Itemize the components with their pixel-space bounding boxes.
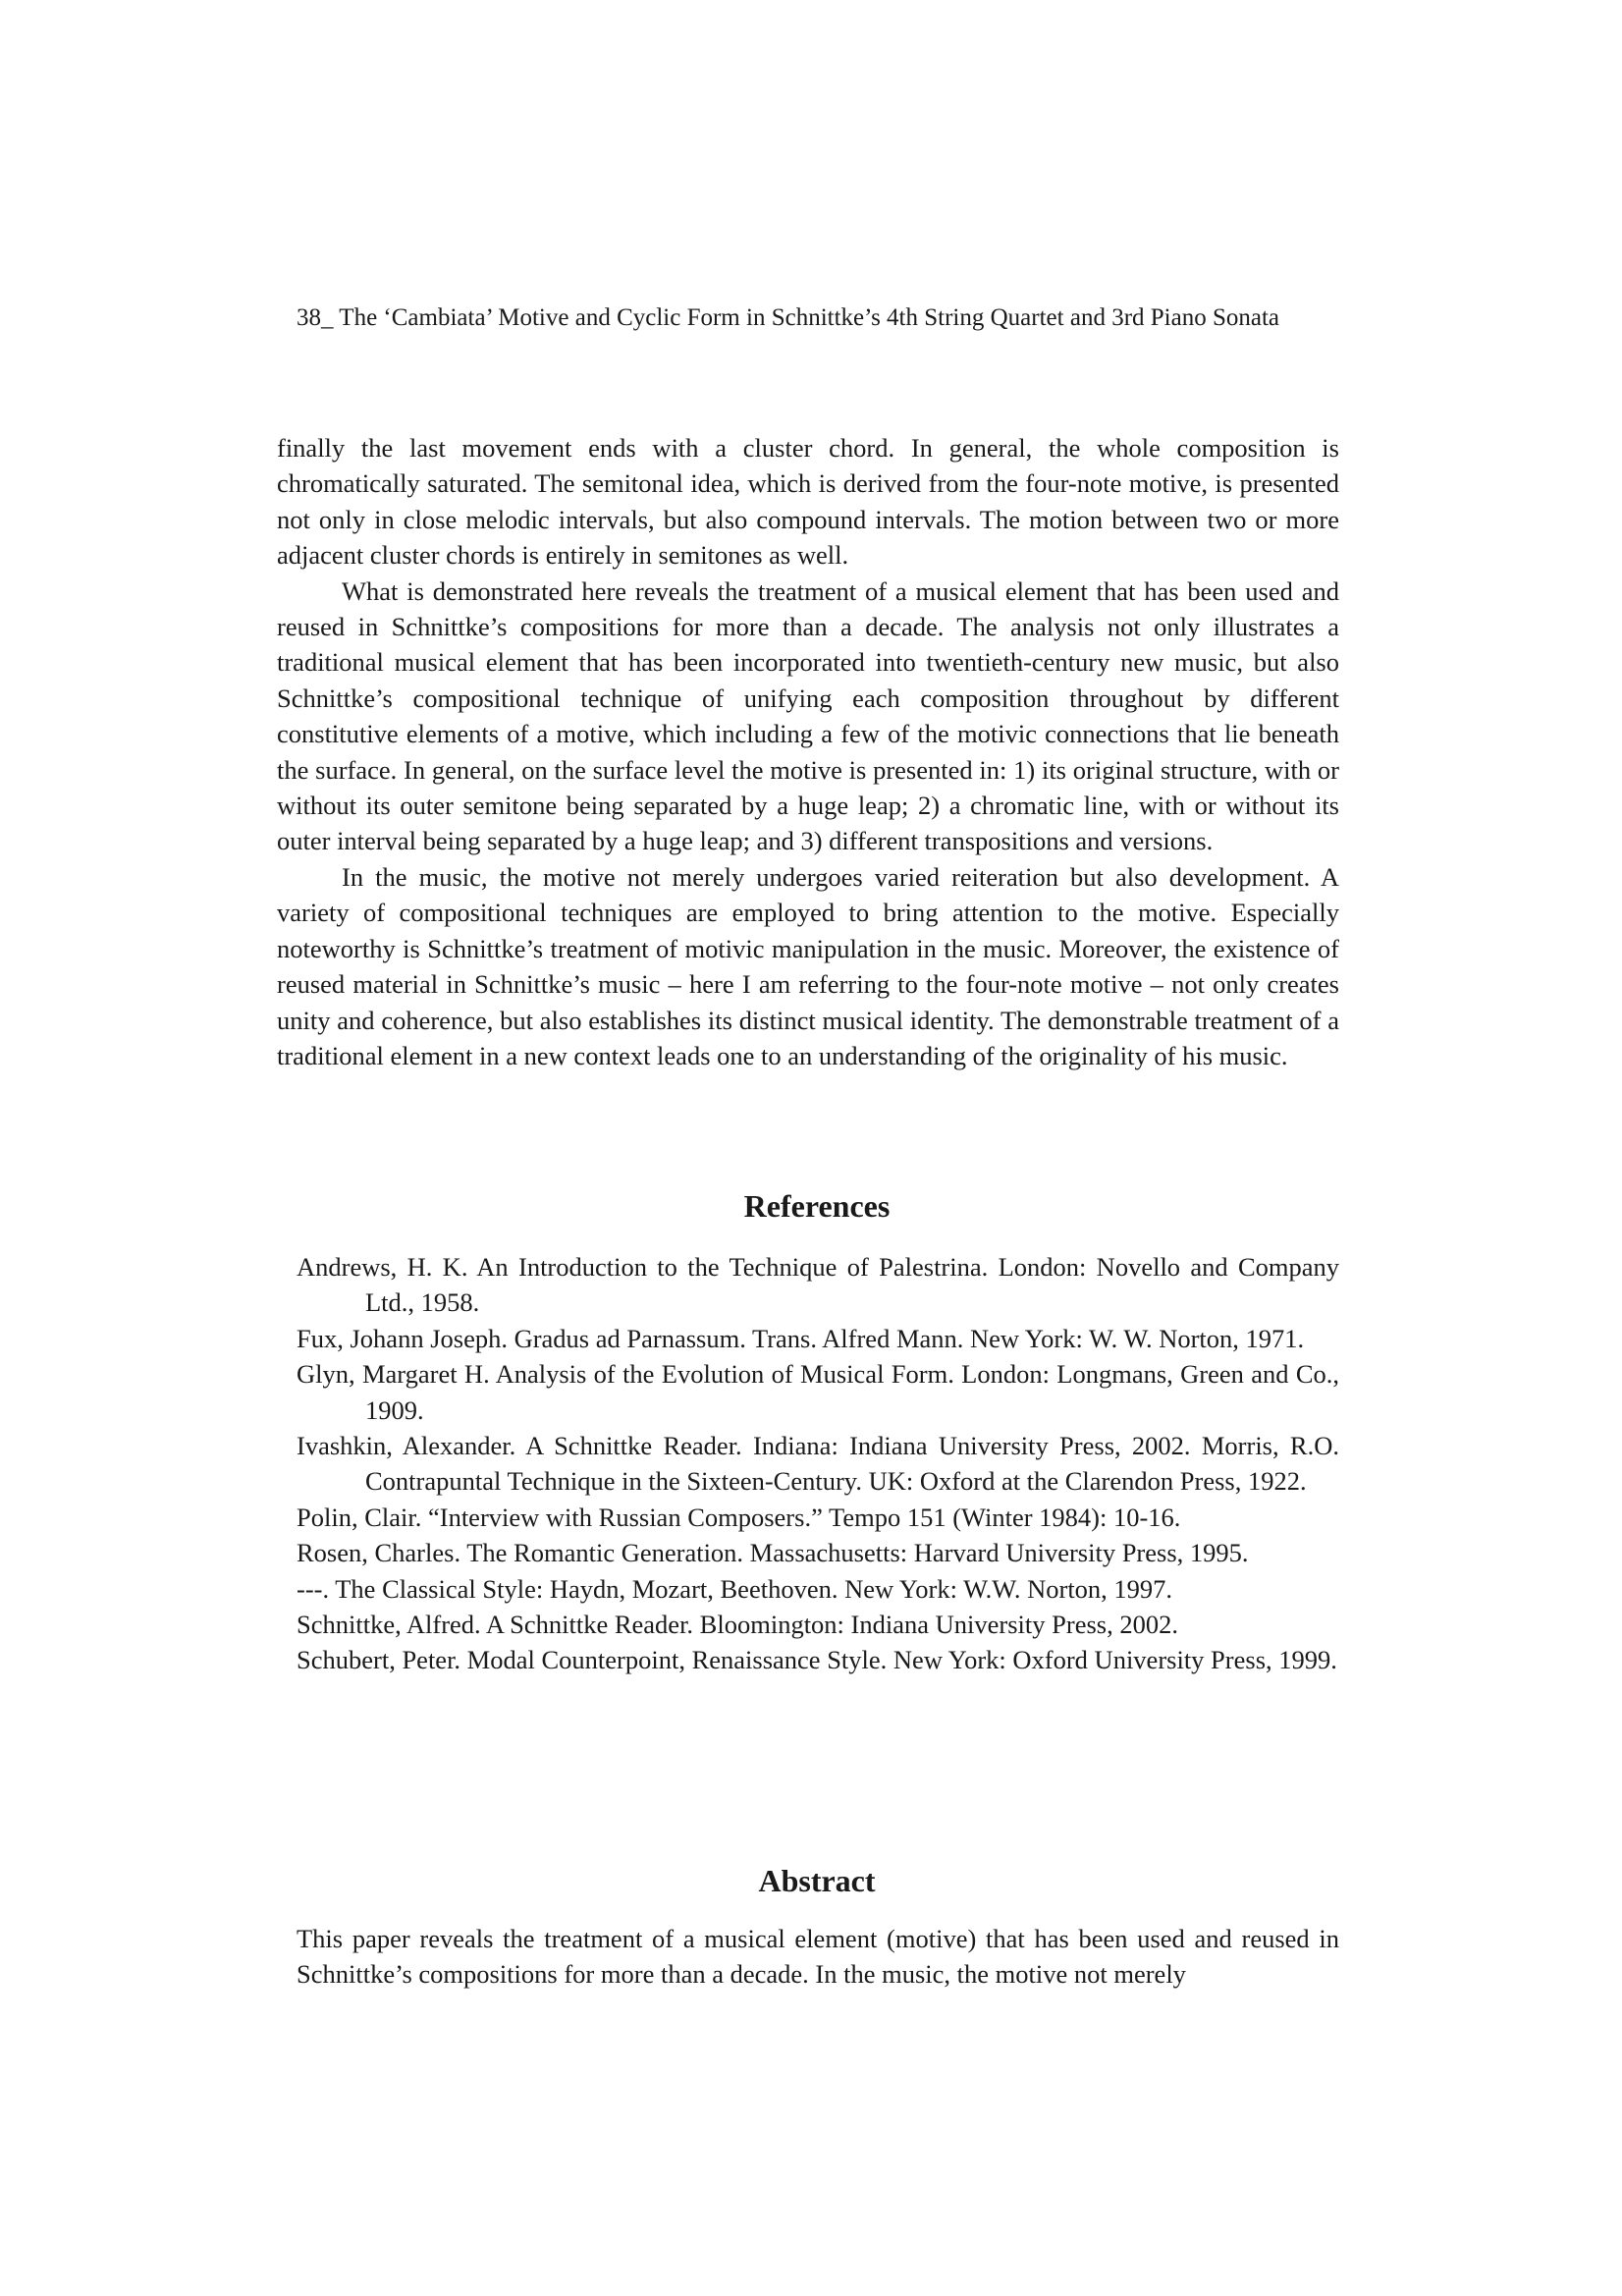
running-header: 38_ The ‘Cambiata’ Motive and Cyclic Form in Schnittke’s 4th String Quartet and 3rd Piano Sonata xyxy=(297,304,1280,331)
reference-item: Rosen, Charles. The Romantic Generation. Massachusetts: Harvard University Press, 1995. xyxy=(297,1538,1249,1568)
body-text xyxy=(277,430,1339,1073)
body-paragraph: finally the last movement ends with a cluster chord. In general, the whole composition is chromatically saturated. The semitonal idea, which is derived from the four-note motive, is presented not only in close melodic intervals, but also compound intervals. The motion between two or more adjacent cluster chords is entirely in semitones as well. xyxy=(277,433,1339,571)
body-paragraph: In the music, the motive not merely undergoes varied reiteration but also development. A variety of compositional techniques are employed to bring attention to the motive. Especially noteworthy is Schnittke’s treatment of motivic manipulation in the music. Moreover, the existence of reused material in Schnittke’s music – here I am referring to the four-note motive – not only creates unity and coherence, but also establishes its distinct musical identity. The demonstrable treatment of a traditional element in a new context leads one to an understanding of the originality of his music. xyxy=(277,861,1339,1070)
abstract-text: This paper reveals the treatment of a musical element (motive) that has been used and reused in Schnittke’s compositions for more than a decade. In the music, the motive not merely xyxy=(297,1924,1339,1990)
references-list xyxy=(297,1249,1339,1678)
reference-item: Ivashkin, Alexander. A Schnittke Reader. Indiana: Indiana University Press, 2002. Morris, R.O. Contrapuntal Technique in the Sixteen-Century. UK: Oxford at the Clarendon Press, 1922. xyxy=(297,1431,1339,1497)
reference-item: Schubert, Peter. Modal Counterpoint, Renaissance Style. New York: Oxford University Press, 1999. xyxy=(297,1645,1337,1675)
reference-item: Fux, Johann Joseph. Gradus ad Parnassum. Trans. Alfred Mann. New York: W. W. Norton, 1971. xyxy=(297,1323,1305,1353)
body-paragraph: What is demonstrated here reveals the treatment of a musical element that has been used and reused in Schnittke’s compositions for more than a decade. The analysis not only illustrates a traditional musical element that has been incorporated into twentieth-century new music, but also Schnittke’s compositional technique of unifying each composition throughout by different constitutive elements of a motive, which including a few of the motivic connections that lie beneath the surface. In general, on the surface level the motive is presented in: 1) its original structure, with or without its outer semitone being separated by a huge leap; 2) a chromatic line, with or without its outer interval being separated by a huge leap; and 3) different transpositions and versions. xyxy=(277,575,1339,856)
reference-item: ---. The Classical Style: Haydn, Mozart, Beethoven. New York: W.W. Norton, 1997. xyxy=(297,1573,1173,1604)
reference-item: Glyn, Margaret H. Analysis of the Evolution of Musical Form. London: Longmans, Green and Co., 1909. xyxy=(297,1359,1339,1425)
references-heading: References xyxy=(743,1188,891,1224)
reference-item: Andrews, H. K. An Introduction to the Technique of Palestrina. London: Novello and Company Ltd., 1958. xyxy=(297,1252,1339,1318)
reference-item: Schnittke, Alfred. A Schnittke Reader. Bloomington: Indiana University Press, 2002. xyxy=(297,1610,1178,1640)
abstract-heading: Abstract xyxy=(758,1863,876,1898)
reference-item: Polin, Clair. “Interview with Russian Composers.” Tempo 151 (Winter 1984): 10-16. xyxy=(297,1502,1181,1532)
